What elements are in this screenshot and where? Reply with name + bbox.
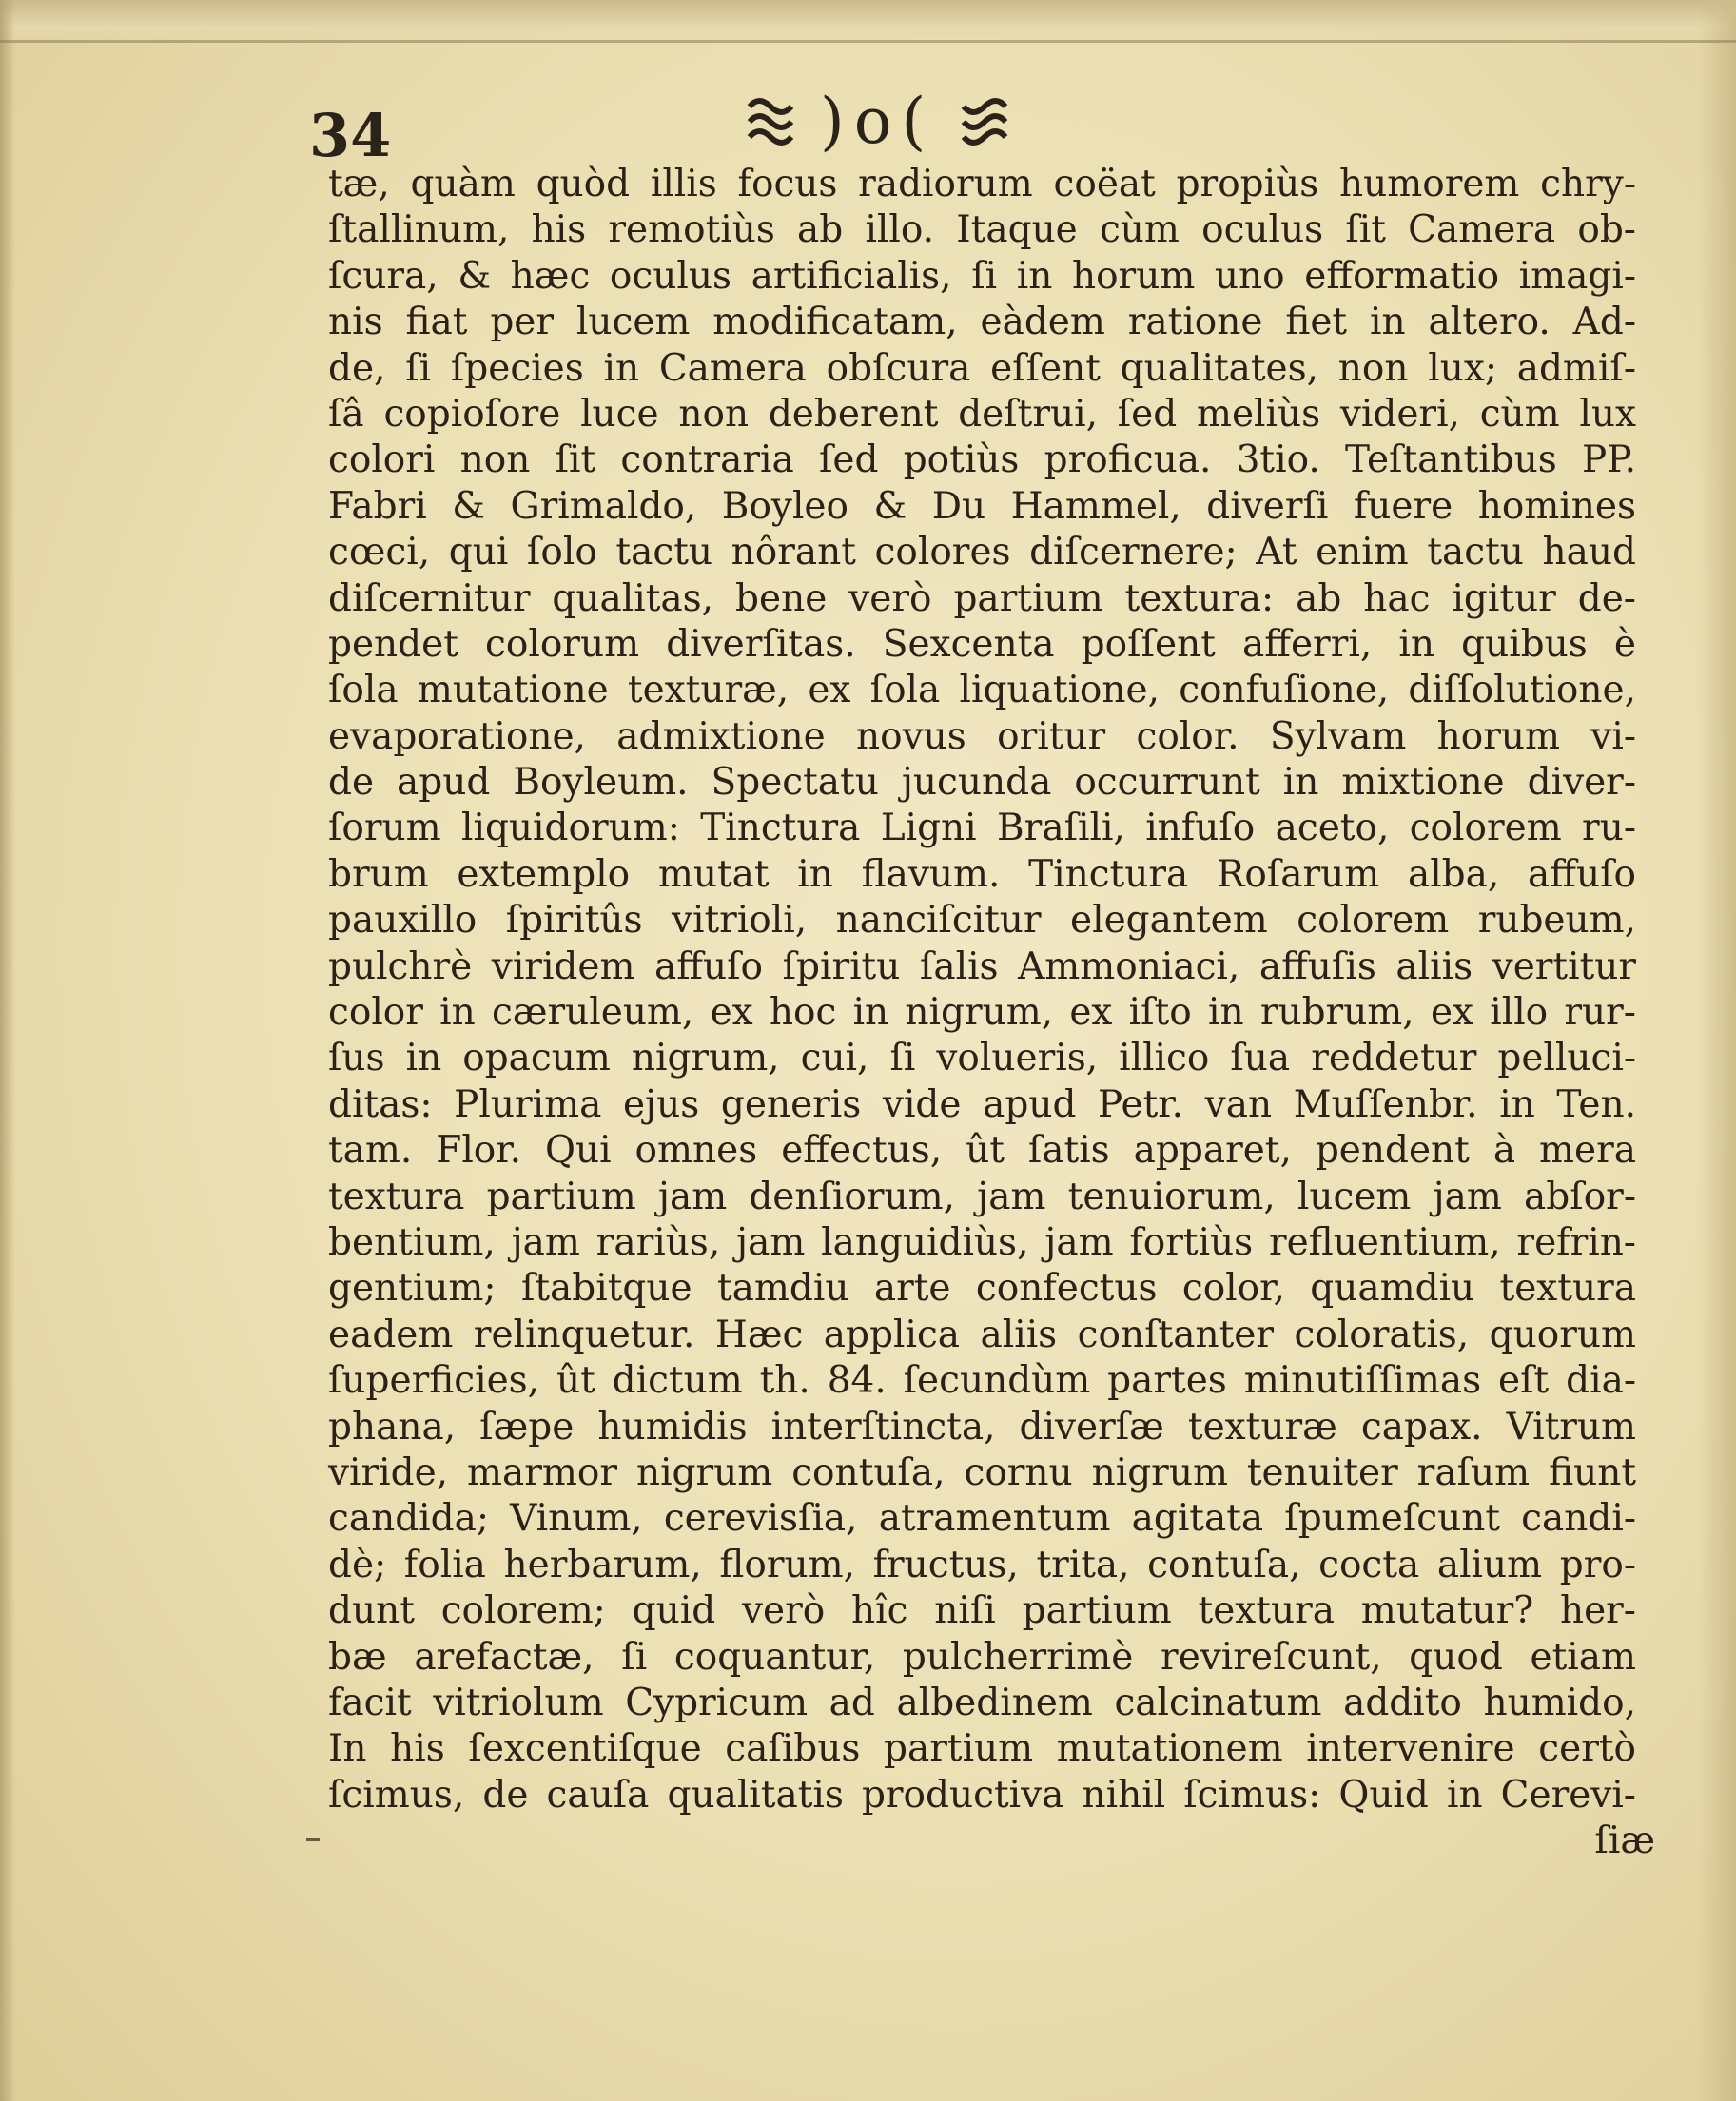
text-line: dè; folia herbarum, florum, fructus, trita, contuſa, cocta alium pro- (328, 1543, 1636, 1586)
header-ornament (742, 84, 1013, 160)
text-line: phana, ſæpe humidis interſtincta, diverſæ texturæ capax. Vitrum (328, 1405, 1636, 1449)
text-line: brum extemplo mutat in flavum. Tinctura Roſarum alba, affuſo (328, 852, 1636, 896)
page-left-edge (0, 0, 15, 2101)
text-line: ſorum liquidorum: Tinctura Ligni Braſili, infuſo aceto, colorem ru- (328, 807, 1636, 850)
text-line: bentium, jam rariùs, jam languidiùs, jam fortiùs refluentium, refrin- (328, 1220, 1636, 1264)
page-top-edge (0, 0, 1736, 46)
text-line: de apud Boyleum. Spectatu jucunda occurrunt in mixtione diver- (328, 761, 1636, 805)
text-line: ſtallinum, his remotiùs ab illo. Itaque cùm oculus ſit Camera ob- (328, 208, 1636, 252)
text-line: facit vitriolum Cypricum ad albedinem calcinatum addito humido, (328, 1681, 1636, 1724)
fleuron-left-icon (742, 93, 799, 150)
text-line: eadem relinquetur. Hæc applica aliis conſtanter coloratis, quorum (328, 1313, 1636, 1356)
text-line: textura partium jam denſiorum, jam tenuiorum, lucem jam abſor- (328, 1175, 1636, 1218)
text-line: evaporatione, admixtione novus oritur color. Sylvam horum vi- (328, 714, 1636, 758)
text-line: Fabri & Grimaldo, Boyleo & Du Hammel, diverſi fuere homines (328, 484, 1636, 528)
text-line: de, ſi ſpecies in Camera obſcura eſſent qualitates, non lux; admiſ- (328, 346, 1636, 390)
text-line: ſola mutatione texturæ, ex ſola liquatione, confuſione, diſſolutione, (328, 669, 1636, 712)
text-line: In his ſexcentiſque caſibus partium mutationem intervenire certò (328, 1727, 1636, 1771)
text-line: bæ arefactæ, ſi coquantur, pulcherrimè revireſcunt, quod etiam (328, 1635, 1636, 1679)
page-number: 34 (309, 101, 392, 170)
text-line: tæ, quàm quòd illis focus radiorum coëat propiùs humorem chry- (328, 163, 1636, 205)
fleuron-right-icon (956, 93, 1013, 150)
text-line: ſcimus, de cauſa qualitatis productiva nihil ſcimus: Quid in Cerevi- (328, 1773, 1636, 1817)
text-line: color in cæruleum, ex hoc in nigrum, ex iſto in rubrum, ex illo rur- (328, 991, 1636, 1035)
text-line: ſuperficies, ût dictum th. 84. ſecundùm partes minutiſſimas eſt dia- (328, 1359, 1636, 1403)
page-right-edge (1698, 0, 1736, 2101)
text-line: diſcernitur qualitas, bene verò partium textura: ab hac igitur de- (328, 576, 1636, 620)
text-line: pauxillo ſpiritûs vitrioli, nanciſcitur elegantem colorem rubeum, (328, 899, 1636, 943)
text-line: viride, marmor nigrum contuſa, cornu nigrum tenuiter raſum fiunt (328, 1450, 1636, 1494)
page-fold-line (0, 40, 1736, 43)
text-line: dunt colorem; quid verò hîc niſi partium textura mutatur? her- (328, 1589, 1636, 1633)
text-line: ſus in opacum nigrum, cui, ſi volueris, illico ſua reddetur pelluci- (328, 1037, 1636, 1080)
body-text (328, 162, 1636, 1819)
text-line: cœci, qui ſolo tactu nôrant colores diſcernere; At enim tactu haud (328, 531, 1636, 574)
text-line: pulchrè viridem affuſo ſpiritu ſalis Ammoniaci, affuſis aliis vertitur (328, 944, 1636, 988)
text-line: nis fiat per lucem modificatam, eàdem ratione fiet in altero. Ad- (328, 301, 1636, 344)
ornament-glyphs: )o( (820, 85, 936, 158)
text-line: pendet colorum diverſitas. Sexcenta poſſent afferri, in quibus è (328, 622, 1636, 666)
text-line: candida; Vinum, cerevisſia, atramentum agitata ſpumeſcunt candi- (328, 1497, 1636, 1541)
text-line: gentium; ſtabitque tamdiu arte confectus color, quamdiu textura (328, 1267, 1636, 1311)
text-line: ſcura, & hæc oculus artificialis, ſi in horum uno efformatio imagi- (328, 254, 1636, 298)
margin-mark (306, 1838, 320, 1841)
text-line: ſâ copioſore luce non deberent deſtrui, ſed meliùs videri, cùm lux (328, 392, 1636, 436)
text-line: tam. Flor. Qui omnes effectus, ût ſatis apparet, pendent à mera (328, 1129, 1636, 1173)
text-line: ditas: Plurima ejus generis vide apud Petr. van Muſſenbr. in Ten. (328, 1082, 1636, 1126)
catchword: ſiæ (1594, 1819, 1655, 1862)
text-line: colori non ſit contraria ſed potiùs proficua. 3tio. Teſtantibus PP. (328, 438, 1636, 482)
